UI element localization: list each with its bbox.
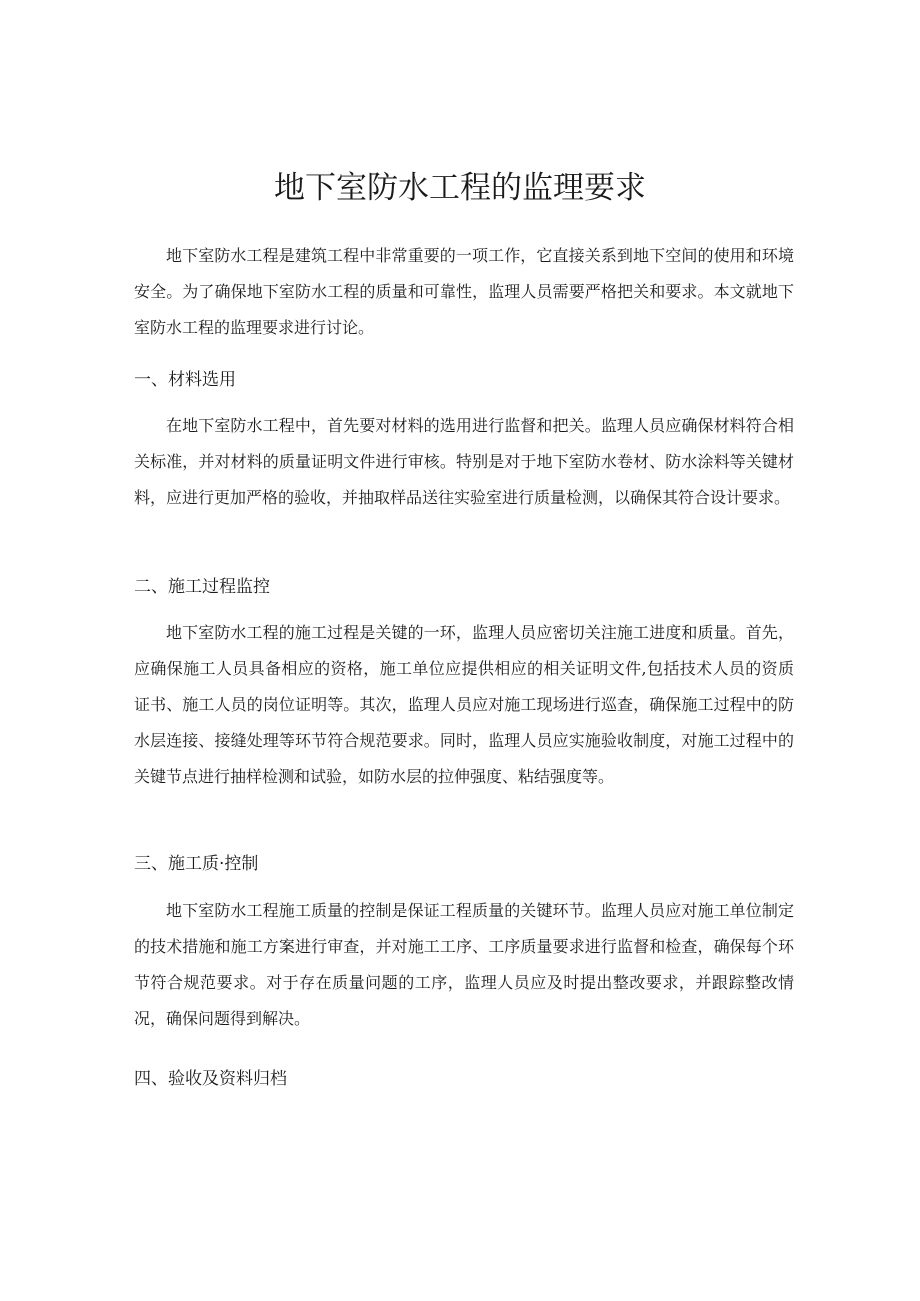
section-body-construction-monitoring: 地下室防水工程的施工过程是关键的一环，监理人员应密切关注施工进度和质量。首先，应确保施工人员具备相应的资格，施工单位应提供相应的相关证明文件,包括技术人员的资质证书、施工人员的岗位证明等。其次，监理人员应对施工现场进行巡查，确保施工过程中的防水层连接、接缝处理等环节符合规范要求。同时，监理人员应实施验收制度，对施工过程中的关键节点进行抽样检测和试验，如防水层的拉伸强度、粘结强度等。 (134, 623, 794, 786)
section-heading-acceptance-archiving: 四、验收及资料归档 (134, 1069, 287, 1089)
section-heading-quality-control: 三、施工质·控制 (134, 854, 259, 874)
section-heading-materials: 一、材料选用 (134, 370, 236, 390)
section-body-materials: 在地下室防水工程中，首先要对材料的选用进行监督和把关。监理人员应确保材料符合相关标准，并对材料的质量证明文件进行审核。特别是对于地下室防水卷材、防水涂料等关键材料，应进行更加严格的验收，并抽取样品送往实验室进行质量检测，以确保其符合设计要求。 (134, 416, 794, 507)
document-title: 地下室防水工程的监理要求 (274, 170, 646, 206)
intro-paragraph: 地下室防水工程是建筑工程中非常重要的一项工作，它直接关系到地下空间的使用和环境安全。为了确保地下室防水工程的质量和可靠性，监理人员需要严格把关和要求。本文就地下室防水工程的监理要求进行讨论。 (134, 246, 794, 337)
section-body-quality-control: 地下室防水工程施工质量的控制是保证工程质量的关键环节。监理人员应对施工单位制定的技术措施和施工方案进行审查，并对施工工序、工序质量要求进行监督和检查，确保每个环节符合规范要求。对于存在质量问题的工序，监理人员应及时提出整改要求，并跟踪整改情况，确保问题得到解决。 (134, 901, 794, 1028)
section-heading-construction-monitoring: 二、施工过程监控 (134, 577, 270, 597)
